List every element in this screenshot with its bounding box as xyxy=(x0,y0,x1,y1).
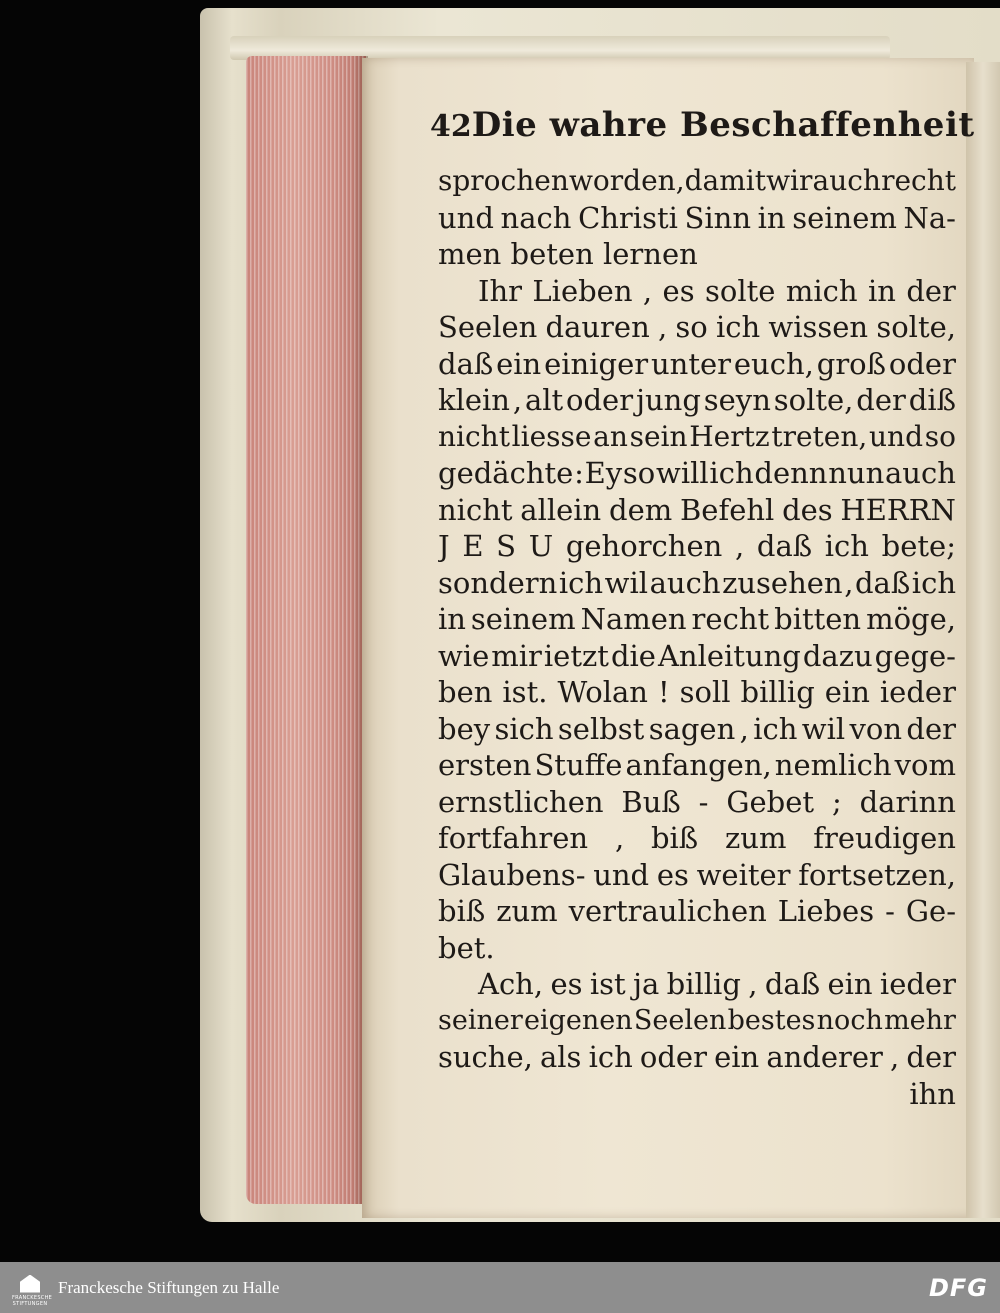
word: vertraulichen xyxy=(568,894,767,928)
text-line: bet. xyxy=(438,930,495,965)
word: recht xyxy=(691,602,770,636)
text-line xyxy=(438,1039,956,1076)
word: : xyxy=(574,456,584,490)
word: J xyxy=(438,529,450,563)
text-line xyxy=(438,638,956,675)
word: seiner xyxy=(438,1004,523,1036)
word: wil xyxy=(604,565,649,600)
word: , xyxy=(642,273,653,308)
word: in xyxy=(438,602,466,636)
page-number: 42 xyxy=(430,109,472,144)
word: daß xyxy=(756,529,813,563)
word: die xyxy=(610,638,656,673)
word: Gebet xyxy=(726,784,815,819)
word: billig xyxy=(666,967,741,1001)
text-line xyxy=(438,492,956,529)
word: biß xyxy=(650,821,699,855)
page-text xyxy=(438,163,956,1112)
word: ein xyxy=(496,346,542,381)
word: anfangen, xyxy=(625,748,772,782)
word: Hertz xyxy=(689,419,770,453)
word: ben xyxy=(438,675,493,709)
word: und xyxy=(593,857,650,892)
word: fortfahren xyxy=(438,821,589,855)
word: Ge- xyxy=(905,894,956,928)
catchword: ihn xyxy=(909,1076,956,1111)
word: darinn xyxy=(859,784,956,819)
text-line xyxy=(438,346,956,383)
text-line xyxy=(438,893,956,930)
word: anderer xyxy=(766,1040,883,1074)
word: Liebes xyxy=(777,894,875,928)
word: Ey xyxy=(584,456,623,490)
word: Na- xyxy=(903,200,956,235)
word: sich xyxy=(494,711,554,746)
word: Glaubens- xyxy=(438,857,586,892)
word: Sinn xyxy=(684,200,752,235)
word: fortsetzen, xyxy=(798,857,956,892)
word: , xyxy=(657,310,668,344)
word: ersten xyxy=(438,748,532,782)
word: , xyxy=(734,529,745,563)
word: ich xyxy=(709,456,754,490)
word: oder xyxy=(566,383,634,417)
dfg-logo: DFG xyxy=(928,1274,988,1302)
word: ich xyxy=(824,529,869,563)
word: nach xyxy=(500,200,572,235)
word: Anleitung xyxy=(657,638,801,673)
word: sprochen xyxy=(438,164,569,197)
word: treten, xyxy=(771,419,868,453)
word: solte, xyxy=(876,310,956,344)
text-line xyxy=(438,674,956,711)
word: U xyxy=(528,529,554,563)
word: groß xyxy=(816,346,887,381)
word: ein xyxy=(714,1040,760,1074)
word: es xyxy=(550,967,583,1001)
word: ein xyxy=(824,675,870,709)
word: ernstlichen xyxy=(438,784,604,819)
word: bitten xyxy=(774,602,862,636)
word: worden,damit xyxy=(568,164,766,197)
word: solte, xyxy=(773,383,854,417)
word: Seelen xyxy=(633,1004,727,1036)
word: diß xyxy=(908,383,956,417)
word: sondern xyxy=(438,565,558,600)
word: weiter xyxy=(696,857,791,892)
word: liesse xyxy=(511,419,592,453)
word: , xyxy=(748,967,758,1001)
text-line xyxy=(438,273,956,310)
word: der xyxy=(906,273,956,308)
text-line xyxy=(438,711,956,748)
word: Wolan xyxy=(557,675,648,709)
word: alt xyxy=(524,383,564,417)
word: gehorchen xyxy=(565,529,723,563)
word: an xyxy=(593,419,628,453)
word: , xyxy=(512,383,523,417)
word: ich xyxy=(911,565,956,600)
word: , xyxy=(614,821,625,855)
word: oder xyxy=(888,346,956,381)
logo-caption-1: FRANCKESCHE xyxy=(12,1294,53,1301)
word: auch xyxy=(649,565,721,600)
word: Christi xyxy=(578,200,678,235)
word: ieder xyxy=(879,967,956,1001)
word: billig xyxy=(740,675,815,709)
word: HERRN xyxy=(840,492,956,527)
word: in xyxy=(757,200,786,235)
word: euch, xyxy=(733,346,814,381)
word: jung xyxy=(635,383,701,417)
text-line xyxy=(438,857,956,894)
word: biß xyxy=(438,894,486,928)
franckesche-logo-icon xyxy=(12,1271,53,1307)
text-line xyxy=(438,784,956,821)
word: möge, xyxy=(866,602,956,636)
page-edge xyxy=(246,56,366,1204)
word: mich xyxy=(785,273,858,308)
word: so xyxy=(675,310,708,344)
word: gege- xyxy=(874,638,956,673)
word: nicht xyxy=(438,492,513,527)
word: dauren xyxy=(545,310,650,344)
word: ich xyxy=(588,1040,633,1074)
word: denn xyxy=(754,456,828,490)
word: Stuffe xyxy=(534,748,623,782)
word: , xyxy=(844,565,854,600)
word: wil xyxy=(801,711,846,746)
word: der xyxy=(856,383,906,417)
word: seinem xyxy=(470,602,576,636)
word: der xyxy=(906,1040,956,1074)
word: sagen xyxy=(648,711,736,746)
running-head: Die wahre Beschaffenheit xyxy=(471,105,975,145)
word: Ihr xyxy=(478,273,522,308)
word: soll xyxy=(679,675,731,709)
word: seyn xyxy=(703,383,771,417)
word: - xyxy=(698,784,709,819)
text-line xyxy=(438,309,956,346)
word: oder xyxy=(639,1040,707,1074)
word: und xyxy=(869,419,924,453)
text-line xyxy=(438,163,956,200)
building-icon xyxy=(20,1275,40,1293)
word: dazu xyxy=(802,638,873,673)
word: sein xyxy=(629,419,688,453)
word: zusehen xyxy=(722,565,843,600)
word: mehr xyxy=(884,1004,956,1036)
word: ist. xyxy=(502,675,548,709)
word: ich xyxy=(715,310,761,344)
page-header xyxy=(430,105,975,149)
word: als xyxy=(539,1040,582,1074)
word: vom xyxy=(894,748,956,782)
word: ieder xyxy=(879,675,956,709)
text-line xyxy=(438,601,956,638)
word: und xyxy=(438,200,494,235)
word: wir xyxy=(766,164,813,197)
word: gedächte xyxy=(438,456,574,490)
word: bey xyxy=(438,711,491,746)
word: S xyxy=(496,529,517,563)
word: so xyxy=(622,456,656,490)
page-right-edge xyxy=(966,62,1000,1218)
word: unter xyxy=(650,346,732,381)
word: es xyxy=(656,857,689,892)
word: seinem xyxy=(792,200,897,235)
word: suche, xyxy=(438,1040,533,1074)
text-line xyxy=(438,419,956,456)
logo-caption-2: STIFTUNGEN xyxy=(12,1300,48,1307)
word: auch xyxy=(885,456,956,490)
word: mir xyxy=(491,638,542,673)
word: von xyxy=(849,711,903,746)
word: ; xyxy=(831,784,842,819)
word: Buß xyxy=(621,784,681,819)
word: Namen xyxy=(580,602,687,636)
word: ich xyxy=(753,711,798,746)
word: Ach, xyxy=(478,967,544,1001)
text-line xyxy=(438,820,956,857)
word: des xyxy=(782,492,833,527)
word: ich xyxy=(558,565,604,600)
word: nicht xyxy=(438,419,510,453)
word: - xyxy=(885,894,895,928)
word: E xyxy=(462,529,484,563)
word: , xyxy=(739,711,749,746)
word: bestes xyxy=(727,1004,816,1036)
word: allein xyxy=(520,492,602,527)
word: nun xyxy=(828,456,885,490)
word: daß xyxy=(438,346,494,381)
text-line xyxy=(438,1003,956,1040)
word: es xyxy=(662,273,695,308)
text-line xyxy=(438,565,956,602)
word: ! xyxy=(657,675,670,709)
word: Seelen xyxy=(438,310,538,344)
word: will xyxy=(656,456,709,490)
word: wissen xyxy=(768,310,869,344)
word: solte xyxy=(705,273,776,308)
word: nemlich xyxy=(774,748,892,782)
word: ja xyxy=(633,967,660,1001)
word: ist xyxy=(589,967,626,1001)
word: ietzt xyxy=(543,638,609,673)
text-line xyxy=(438,200,956,237)
word: daß xyxy=(854,565,911,600)
word: daß xyxy=(764,967,821,1001)
word: zum xyxy=(496,894,558,928)
text-line xyxy=(438,747,956,784)
word: recht xyxy=(881,164,956,197)
footer-bar xyxy=(0,1262,1000,1313)
word: selbst xyxy=(557,711,645,746)
text-line xyxy=(438,528,956,565)
text-line xyxy=(438,966,956,1003)
word: wie xyxy=(438,638,490,673)
word: freudigen xyxy=(813,821,956,855)
word: Lieben xyxy=(532,273,633,308)
footer-title: Franckesche Stiftungen zu Halle xyxy=(58,1277,280,1297)
word: klein xyxy=(438,383,510,417)
word: bete; xyxy=(881,529,956,563)
word: so xyxy=(924,419,956,453)
word: ein xyxy=(827,967,873,1001)
text-line xyxy=(438,382,956,419)
word: auch xyxy=(812,164,881,197)
word: in xyxy=(867,273,896,308)
word: dem xyxy=(609,492,673,527)
word: eigenen xyxy=(524,1004,633,1036)
word: einiger xyxy=(544,346,649,381)
text-line: men beten lernen xyxy=(438,237,698,271)
word: noch xyxy=(816,1004,883,1036)
text-line xyxy=(438,455,956,492)
word: , xyxy=(890,1040,900,1074)
word: Befehl xyxy=(679,492,775,527)
word: zum xyxy=(725,821,787,855)
word: der xyxy=(906,711,956,746)
